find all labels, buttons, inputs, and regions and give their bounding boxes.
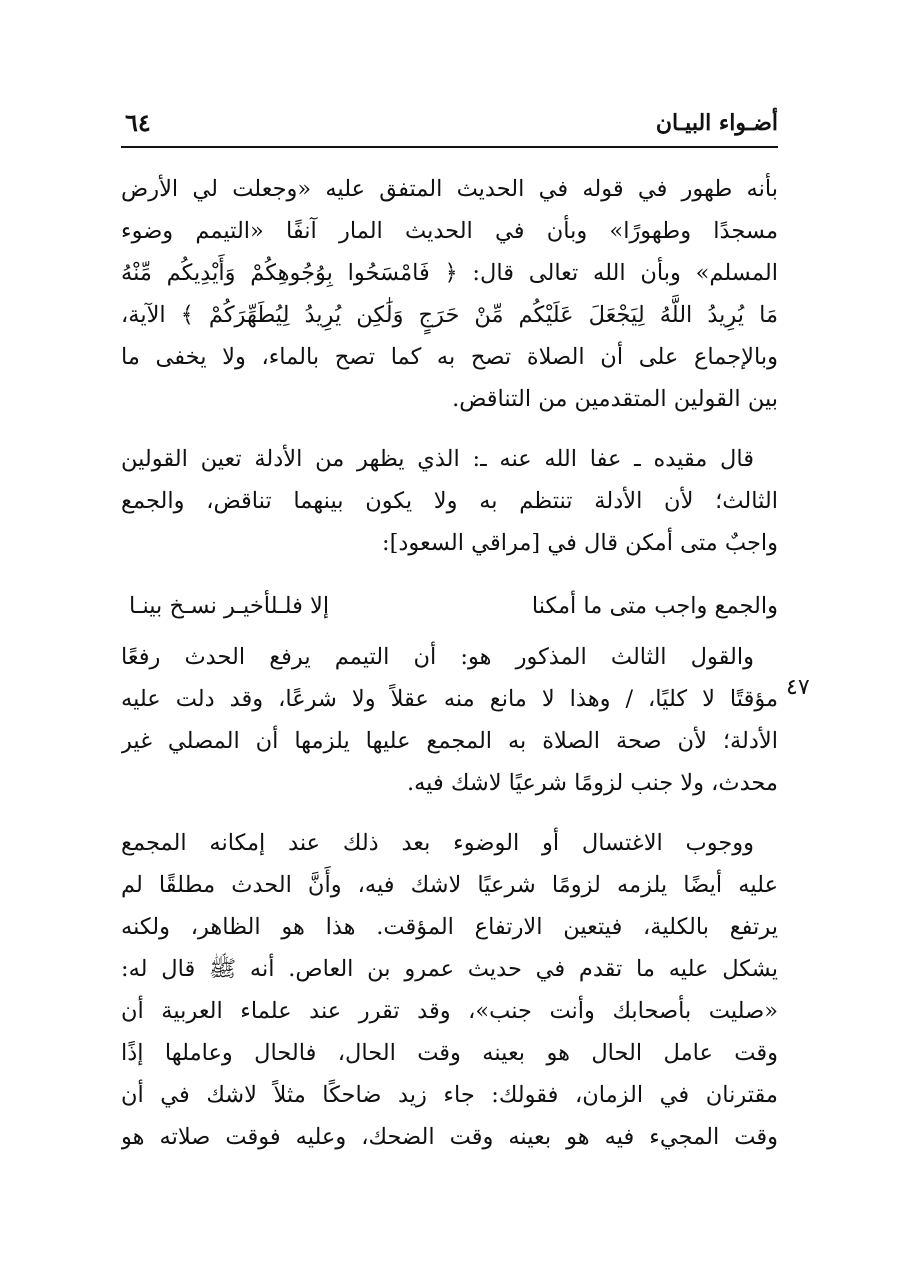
text-line: مقترنان في الزمان، فقولك: جاء زيد ضاحكًا مثلاً لاشك في أن: [121, 1082, 778, 1108]
header-rule: [121, 146, 778, 148]
page-header: [121, 104, 778, 144]
text-line: ووجوب الاغتسال أو الوضوء بعد ذلك عند إمكانه المجمع: [121, 830, 754, 856]
quran-verse-line: مَا يُرِيدُ اللَّهُ لِيَجْعَلَ عَلَيْكُم مِّنْ حَرَجٍ وَلَٰكِن يُرِيدُ لِيُطَهِّرَكُمْ ﴾ الآية،: [121, 302, 778, 328]
text-line: يرتفع بالكلية، فيتعين الارتفاع المؤقت. هذا هو الظاهر، ولكنه: [121, 914, 778, 940]
text-line: الثالث؛ لأن الأدلة تنتظم به ولا يكون بينهما تناقض، والجمع: [121, 488, 778, 514]
text-line: مؤقتًا لا كليًا، / وهذا لا مانع منه عقلاً ولا شرعًا، وقد دلت عليه: [121, 686, 778, 712]
poetry-verse: [121, 584, 778, 628]
text-line: الأدلة؛ لأن صحة الصلاة به المجمع عليها يلزمها أن المصلي غير: [121, 728, 778, 754]
verse-second-hemistich: إلا فلـلأخيـر نسـخ بينـا: [129, 593, 330, 619]
verse-first-hemistich: والجمع واجب متى ما أمكنا: [531, 593, 778, 619]
text-line: بين القولين المتقدمين من التناقض.: [452, 386, 778, 412]
text-line: يشكل عليه ما تقدم في حديث عمرو بن العاص. أنه ﷺ قال له:: [121, 956, 778, 982]
running-title: أضـواء البيـان: [655, 110, 778, 136]
text-line: محدث، ولا جنب لزومًا شرعيًا لاشك فيه.: [406, 770, 778, 796]
text-line: «صليت بأصحابك وأنت جنب»، وقد تقرر عند علماء العربية أن: [121, 998, 778, 1024]
paragraph-2: [121, 438, 778, 564]
text-line: واجبٌ متى أمكن قال في [مراقي السعود]:: [382, 530, 778, 556]
page-number: ٦٤: [125, 108, 151, 137]
paragraph-3: [121, 636, 778, 804]
text-line: والقول الثالث المذكور هو: أن التيمم يرفع الحدث رفعًا: [121, 644, 754, 670]
text-line: بأنه طهور في قوله في الحديث المتفق عليه «وجعلت لي الأرض: [121, 176, 778, 202]
text-line: المسلم» وبأن الله تعالى قال: ﴿ فَامْسَحُوا بِوُجُوهِكُمْ وَأَيْدِيكُم مِّنْهُ: [121, 260, 778, 286]
text-line: مسجدًا وطهورًا» وبأن في الحديث المار آنفًا «التيمم وضوء: [121, 218, 778, 244]
paragraph-4: [121, 822, 778, 1158]
text-line: وقت عامل الحال هو بعينه وقت الحال، فالحال وعاملها إذًا: [121, 1040, 778, 1066]
margin-page-marker: ٤٧: [786, 675, 810, 700]
text-line: قال مقيده ـ عفا الله عنه ـ: الذي يظهر من الأدلة تعين القولين: [121, 446, 754, 472]
text-line: وبالإجماع على أن الصلاة تصح به كما تصح بالماء، ولا يخفى ما: [121, 344, 778, 370]
paragraph-1: [121, 168, 778, 420]
text-line: عليه أيضًا يلزمه لزومًا شرعيًا لاشك فيه، وأَنَّ الحدث مطلقًا لم: [121, 872, 778, 898]
text-line: وقت المجيء فيه هو بعينه وقت الضحك، وعليه فوقت صلاته هو: [121, 1124, 778, 1150]
